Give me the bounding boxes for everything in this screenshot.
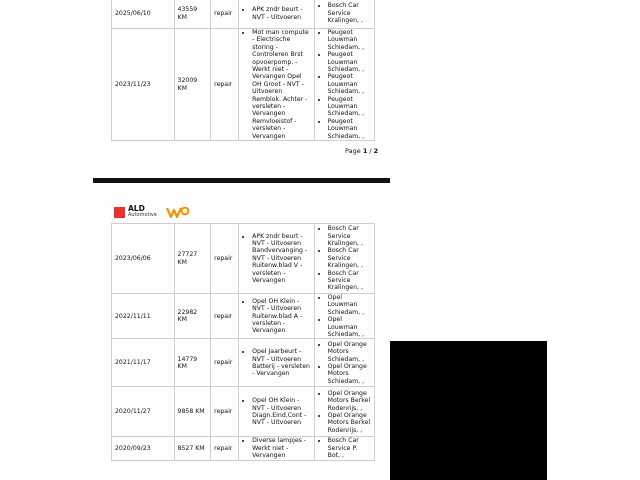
desc-item: • Opel OH Klein - NVT - Uitvoeren Ruitenw.blad A - versleten - Vervangen [252, 298, 310, 335]
dealer-item: • Opel Orange Motors Berkel Rodenrijs, , [328, 390, 371, 412]
ald-brand: ALD [128, 204, 145, 213]
cell-km: 43559 KM [174, 0, 211, 29]
dealer-item: • Opel Louwman Schiedam, , [328, 316, 371, 338]
cell-type: repair [211, 0, 239, 29]
cell-date: 2020/11/27 [112, 387, 175, 437]
leaseplan-logo-icon [166, 206, 190, 218]
cell-date: 2021/11/17 [112, 339, 175, 387]
desc-item: • APK zndr beurt - NVT - Uitvoeren Bandvervanging - NVT - Uitvoeren Ruitenw.blad V - versleten - Vervangen [252, 233, 310, 285]
cell-desc [239, 294, 314, 339]
cell-km: 14779 KM [174, 339, 211, 387]
maintenance-table-page-2 [111, 223, 375, 461]
page-prefix: Page [345, 147, 363, 155]
cell-dealer [314, 0, 374, 29]
table-row [112, 224, 375, 294]
cell-desc [239, 29, 314, 141]
dealer-item: • Bosch Car Service P. Bot, , [328, 437, 371, 459]
desc-item: • Diverse lampjes - Werkt niet - Vervangen [252, 437, 310, 459]
dealer-item: • Bosch Car Service Kralingen, , [328, 270, 371, 292]
dealer-item: • Peugeot Louwman Schiedam, , [328, 73, 371, 95]
dealer-item: • Opel Orange Motors Schiedam, , [328, 363, 371, 385]
table-row [112, 339, 375, 387]
cell-desc [239, 339, 314, 387]
cell-desc [239, 224, 314, 294]
dealer-item: • Bosch Car Service Kralingen, , [328, 247, 371, 269]
maintenance-table-page-1 [111, 0, 375, 141]
page-divider [93, 178, 390, 183]
cell-km: 22982 KM [174, 294, 211, 339]
cell-type: repair [211, 224, 239, 294]
page-indicator [345, 147, 378, 155]
table-row [112, 29, 375, 141]
desc-item: • Mot man compute - Electrische storing - Controleren Brst opvoerpomp. - Werkt niet - Vervangen Opel OH Groot - NVT - Uitvoeren Remblok. Achter - versleten - Vervangen Remvloeistof - versleten - Vervangen [252, 29, 310, 140]
cell-type: repair [211, 387, 239, 437]
cell-desc [239, 387, 314, 437]
dealer-item: • Bosch Car Service Kralingen, , [328, 2, 371, 24]
cell-dealer [314, 29, 374, 141]
dealer-item: • Opel Louwman Schiedam, , [328, 294, 371, 316]
dealer-item: • Peugeot Louwman Schiedam, , [328, 51, 371, 73]
cell-dealer [314, 339, 374, 387]
desc-item: • APK zndr beurt - NVT - Uitvoeren [252, 6, 310, 21]
table-row [112, 437, 375, 460]
cell-type: repair [211, 294, 239, 339]
cell-dealer [314, 437, 374, 460]
cell-dealer [314, 387, 374, 437]
cell-date: 2022/11/11 [112, 294, 175, 339]
page-total: 2 [373, 147, 379, 155]
cell-km: 27727 KM [174, 224, 211, 294]
ald-logo-mark [114, 207, 125, 218]
dealer-item: • Opel Orange Motors Schiedam, , [328, 341, 371, 363]
cell-date: 2023/06/06 [112, 224, 175, 294]
cell-km: 8527 KM [174, 437, 211, 460]
dealer-item: • Peugeot Louwman Schiedam, , [328, 29, 371, 51]
page-current: 1 [362, 147, 368, 155]
cell-desc [239, 0, 314, 29]
cell-dealer [314, 224, 374, 294]
table-row [112, 294, 375, 339]
table-row [112, 0, 375, 29]
cell-km: 9858 KM [174, 387, 211, 437]
cell-dealer [314, 294, 374, 339]
cell-date: 2023/11/23 [112, 29, 175, 141]
table-row [112, 387, 375, 437]
dealer-item: • Bosch Car Service Kralingen, , [328, 225, 371, 247]
dealer-item: • Opel Orange Motors Berkel Rodenrijs, , [328, 412, 371, 434]
cell-date: 2020/09/23 [112, 437, 175, 460]
page-sep: / [367, 147, 374, 155]
cell-type: repair [211, 339, 239, 387]
desc-item: • Opel OH Klein - NVT - Uitvoeren Diagn.Eind.Cont - NVT - Uitvoeren [252, 397, 310, 427]
cell-desc [239, 437, 314, 460]
dealer-item: • Peugeot Louwman Schiedam, , [328, 96, 371, 118]
cell-date: 2025/06/10 [112, 0, 175, 29]
redaction-block [390, 341, 547, 480]
ald-logo [114, 205, 190, 219]
desc-item: • Opel Jaarbeurt - NVT - Uitvoeren Batterij - versleten - Vervangen [252, 348, 310, 378]
dealer-item: • Peugeot Louwman Schiedam, , [328, 118, 371, 140]
cell-type: repair [211, 29, 239, 141]
cell-type: repair [211, 437, 239, 460]
cell-km: 32009 KM [174, 29, 211, 141]
ald-sub: Automotive [128, 212, 157, 218]
